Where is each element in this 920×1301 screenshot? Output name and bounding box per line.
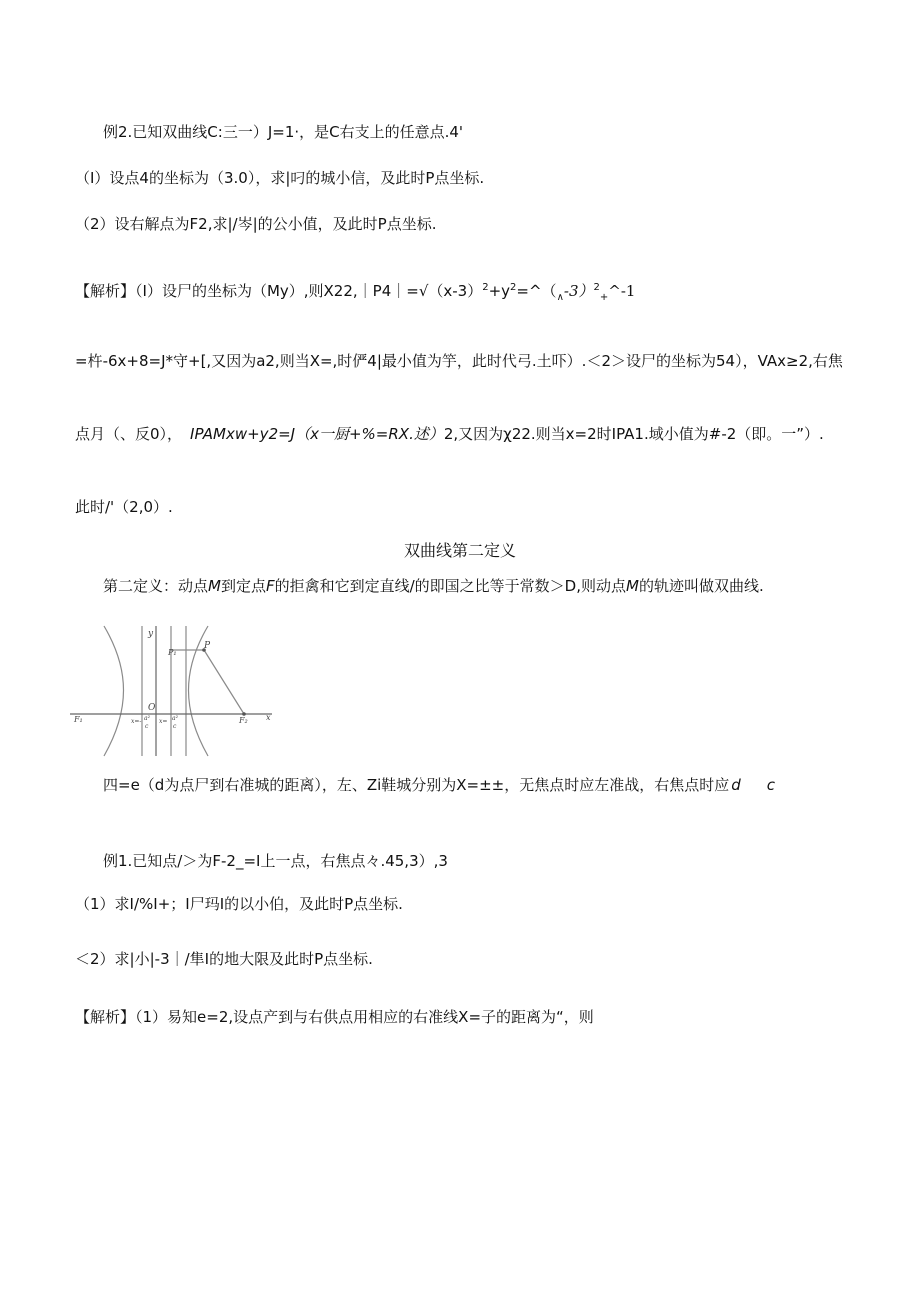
example2-question-1: （I）设点4的坐标为（3.0），求|叼的城小信，及此时P点坐标. xyxy=(75,169,485,187)
section-title: 双曲线第二定义 xyxy=(403,541,516,560)
hyperbola-left-branch xyxy=(104,626,124,756)
solution2-line-1-e: -3） xyxy=(563,282,594,300)
definition-var-F: F xyxy=(265,577,275,595)
solution2-line-3-a: 点月（、反0）， xyxy=(75,425,183,443)
label-x: x xyxy=(266,713,271,722)
definition-text: 的轨迹叫做双曲线. xyxy=(638,577,764,595)
solution2-line-1-h: ^-1 xyxy=(608,282,636,300)
label-y: y xyxy=(148,629,154,639)
label-x-eq-left: x=- xyxy=(131,718,142,725)
eccentricity-text: 四=e（d为点尸到右准城的距离），左、Zi鞋城分别为X=±±，无焦点时应左准战，右焦点时应 xyxy=(103,776,730,794)
definition-text: 第二定义：动点 xyxy=(103,577,209,595)
solution2-line-1-a: （I）设尸的坐标为（My）,则X22,｜P4｜=√（x-3） xyxy=(135,282,483,300)
example1-stem: 例1.已知点/＞为F-2_=I上一点，右焦点々.45,3）,3 xyxy=(103,852,448,870)
label-P1: P₁ xyxy=(168,648,177,657)
segment-p-f2 xyxy=(204,650,244,714)
superscript: 2 xyxy=(482,282,489,293)
example1-question-1: （1）求I/%I+；I尸玛I的以小伯，及此时P点坐标. xyxy=(75,895,403,913)
superscript: 2 xyxy=(510,282,517,293)
label-O: O xyxy=(148,703,156,713)
definition-var-M: M xyxy=(626,577,639,595)
subscript: + xyxy=(599,292,609,303)
solution2-line-3 xyxy=(75,424,824,444)
label-c-left: c xyxy=(145,723,149,730)
solution2-line-3-b: IPAMxw+y2=J（x一厨+%=RX.述） xyxy=(190,425,444,443)
label-F1: F₁ xyxy=(74,715,83,724)
eccentricity-var-c: c xyxy=(766,776,776,794)
label-c-right: c xyxy=(173,723,177,730)
definition-text: 到定点 xyxy=(220,577,266,595)
definition-var-M: M xyxy=(208,577,221,595)
solution2-line-4: 此时/'（2,0）. xyxy=(75,498,173,516)
solution2-line-1-b: +y xyxy=(488,282,511,300)
solution-tag: 【解析】 xyxy=(75,282,136,300)
solution2-line-2: =杵-6x+8=J*守+[,又因为a2,则当X=,时俨4|最小值为竽，此时代弓.土吓）.＜2＞设尸的坐标为54），VAx≥2,右焦 xyxy=(75,352,843,370)
solution2-line-3-c: 2,又因为χ22.则当x=2时IPA1.域小值为#-2（即。一”）. xyxy=(443,425,824,443)
subscript: ∧ xyxy=(556,292,564,303)
solution-tag: 【解析】 xyxy=(75,1008,136,1026)
solution1-line xyxy=(75,1007,594,1027)
solution2-line-1-c: =^（ xyxy=(516,282,557,300)
label-a2-right: a² xyxy=(172,715,178,722)
example2-stem: 例2.已知双曲线C:三一）J=1·，是C右支上的任意点.4' xyxy=(103,123,464,141)
example1-question-2: ＜2）求|小|-3｜/隼I的地大限及此时P点坐标. xyxy=(75,950,373,968)
eccentricity-line xyxy=(103,775,775,795)
eccentricity-var-d: d xyxy=(731,776,741,794)
label-F2: F₂ xyxy=(239,716,248,725)
example2-question-2: （2）设右解点为F2,求|/岑|的公小值，及此时P点坐标. xyxy=(75,215,437,233)
solution1-text: （1）易知e=2,设点产到与右供点用相应的右准线X=子的距离为“，则 xyxy=(135,1008,594,1026)
solution2-line-1 xyxy=(75,278,635,308)
second-definition xyxy=(103,576,764,596)
superscript: 2 xyxy=(593,282,600,293)
label-a2-left: a² xyxy=(144,715,150,722)
label-x-eq-right: x= xyxy=(159,718,168,725)
hyperbola-directrix-figure xyxy=(68,622,276,758)
definition-text: 的拒禽和它到定直线/的即国之比等于常数＞D,则动点 xyxy=(274,577,626,595)
label-P: P xyxy=(204,641,211,651)
